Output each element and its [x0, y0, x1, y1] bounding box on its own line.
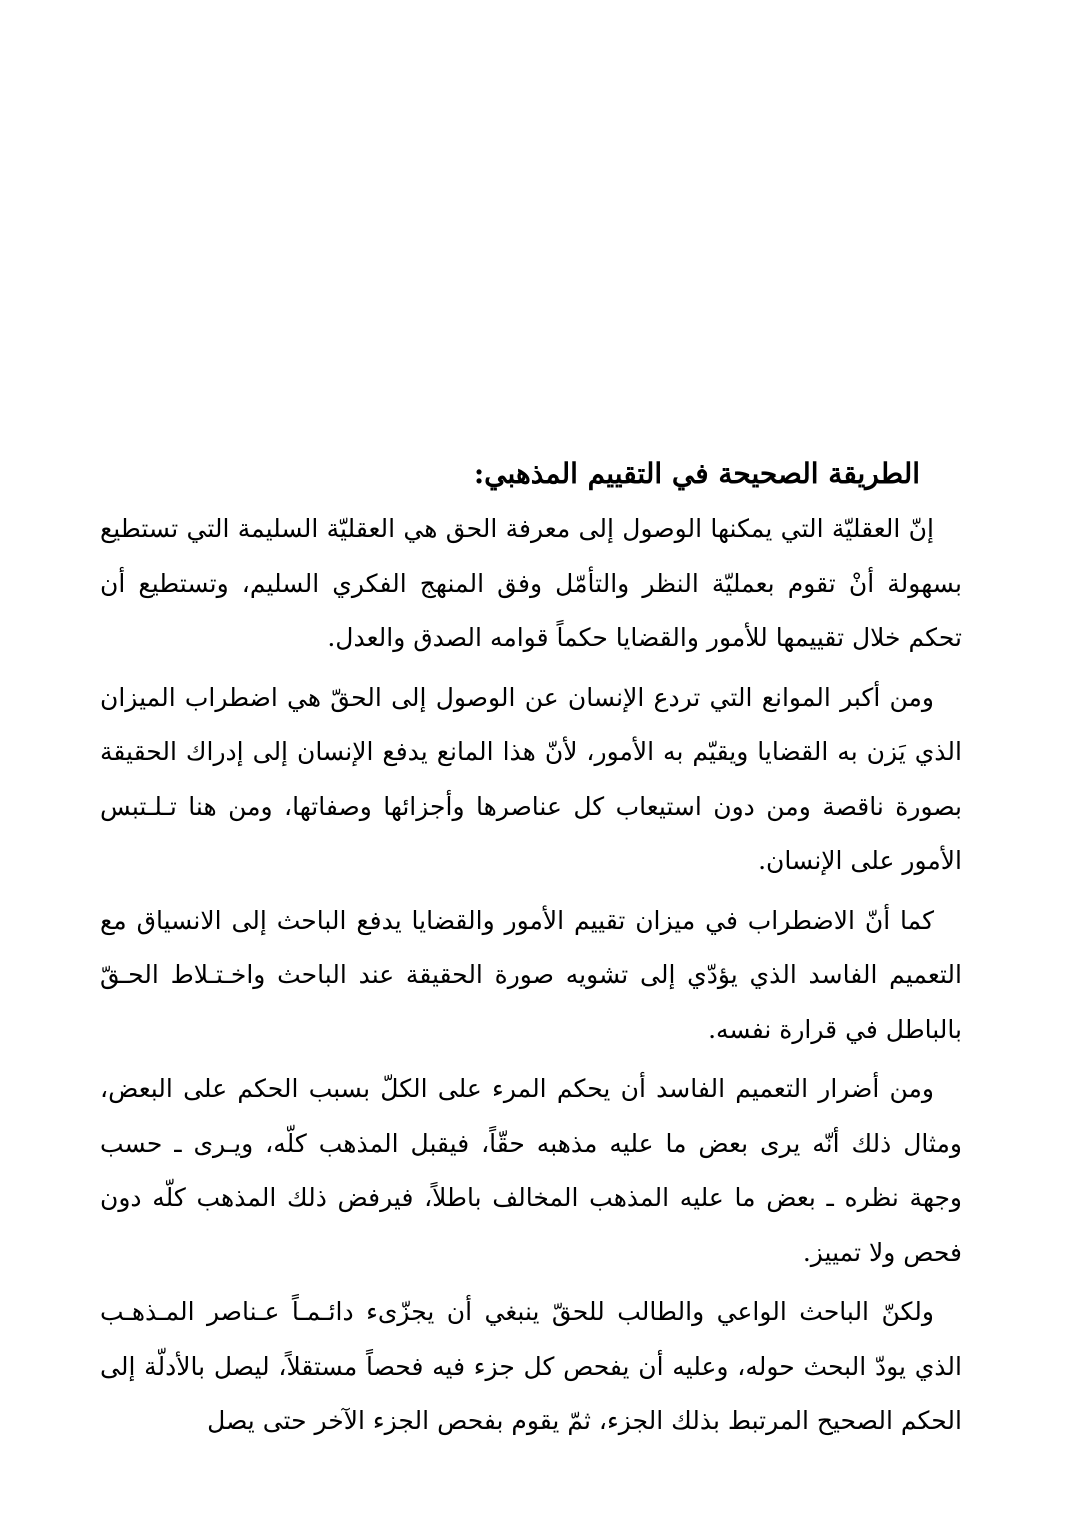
- page-text-block: [100, 452, 962, 1454]
- paragraph-harms-of-generalization: ومن أضرار التعميم الفاسد أن يحكم المرء على الكلّ بسبب الحكم على البعض، ومثال ذلك أنّه يرى بعض ما عليه مذهبه حقّاً، فيقبل المذهب كلّه، ويـرى ـ حسب وجهة نظره ـ بعض ما عليه المذهب المخالف باطلاً، فيرفض ذلك المذهب كلّه دون فحص ولا تمييز.: [100, 1074, 962, 1267]
- paragraph-sound-mind: إنّ العقليّة التي يمكنها الوصول إلى معرفة الحق هي العقليّة السليمة التي تستطيع بسهولة أنْ تقوم بعمليّة النظر والتأمّل وفق المنهج الفكري السليم، وتستطيع أن تحكم خلال تقييمها للأمور والقضايا حكماً قوامه الصدق والعدل.: [100, 514, 962, 652]
- section-heading: الطريقة الصحيحة في التقييم المذهبي:: [473, 457, 920, 490]
- paragraph-corrupt-generalization: كما أنّ الاضطراب في ميزان تقييم الأمور والقضايا يدفع الباحث إلى الانسياق مع التعميم الفاسد الذي يؤدّي إلى تشويه صورة الحقيقة عند الباحث واخـتـلاط الحـقّ بالباطل في قرارة نفسه.: [100, 905, 962, 1044]
- paragraph-biggest-obstacles: ومن أكبر الموانع التي تردع الإنسان عن الوصول إلى الحقّ هي اضطراب الميزان الذي يَزن به القضايا ويقيّم به الأمور، لأنّ هذا المانع يدفع الإنسان إلى إدراك الحقيقة بصورة ناقصة ومن دون استيعاب كل عناصرها وأجزائها وصفاتها، ومن هنا تـلـتبس الأمور على الإنسان.: [100, 682, 962, 875]
- paragraph-conscious-researcher: ولكنّ الباحث الواعي والطالب للحقّ ينبغي أن يجزّىء دائـمـاً عـناصر المـذهـب الذي يودّ البحث حوله، وعليه أن يفحص كل جزء فيه فحصاً مستقلاً، ليصل بالأدلّة إلى الحكم الصحيح المرتبط بذلك الجزء، ثمّ يقوم بفحص الجزء الآخر حتى يصل: [100, 1297, 962, 1435]
